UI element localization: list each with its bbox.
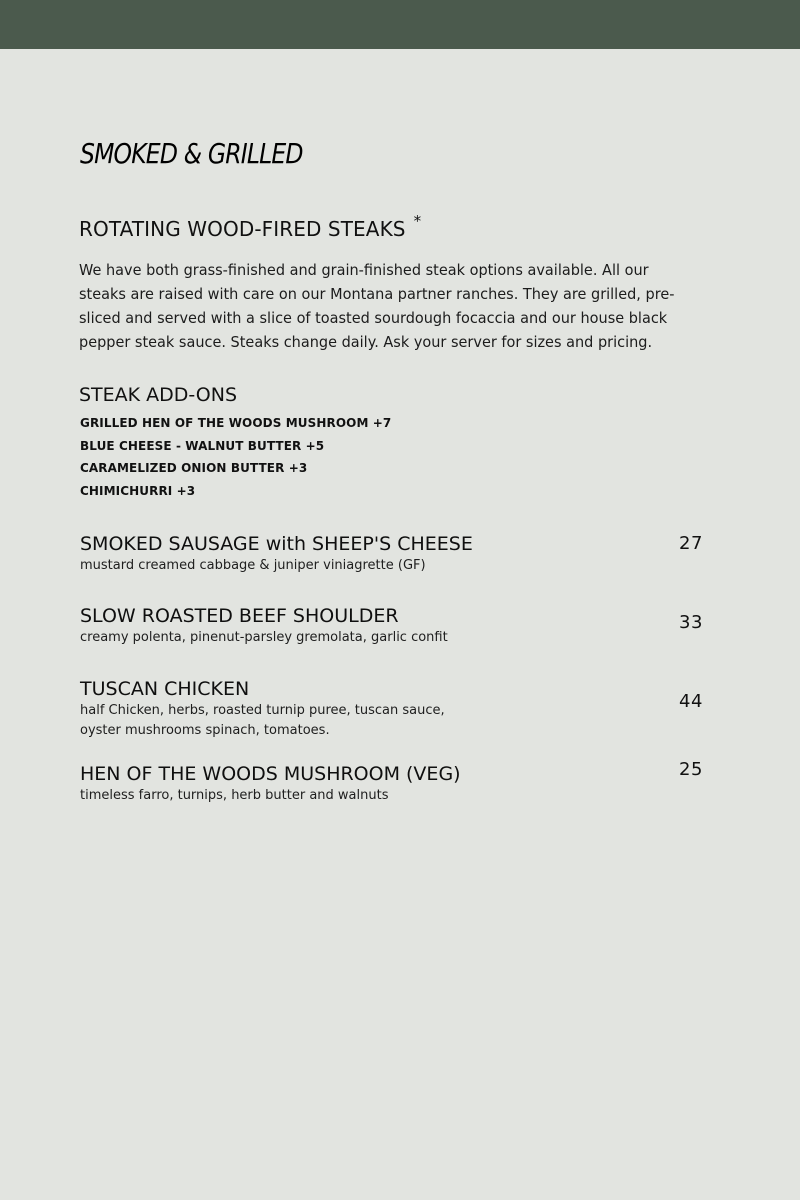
dish-price: 33 xyxy=(679,612,703,633)
addon-item: CARAMELIZED ONION BUTTER +3 xyxy=(80,461,308,475)
dish-description: creamy polenta, pinenut-parsley gremolata, garlic confit xyxy=(80,630,448,645)
steaks-description: We have both grass-finished and grain-finished steak options available. All our steaks are raised with care on our Montana partner ranches. They are grilled, pre-sliced and served with a slice of toasted sourdough focaccia and our house black pepper steak sauce. Steaks change daily. Ask your server for sizes and pricing. xyxy=(79,261,675,351)
dish-name: SLOW ROASTED BEEF SHOULDER xyxy=(80,605,399,627)
dish-name: TUSCAN CHICKEN xyxy=(80,678,250,700)
section-title: SMOKED & GRILLED xyxy=(80,137,303,170)
dish-description: mustard creamed cabbage & juniper viniagrette (GF) xyxy=(80,558,426,573)
dish-description: timeless farro, turnips, herb butter and walnuts xyxy=(80,788,389,803)
addon-item: BLUE CHEESE - WALNUT BUTTER +5 xyxy=(80,438,325,453)
dish-name: HEN OF THE WOODS MUSHROOM (VEG) xyxy=(80,763,461,785)
addon-item: GRILLED HEN OF THE WOODS MUSHROOM +7 xyxy=(80,416,392,430)
dish-price: 25 xyxy=(679,759,703,780)
dish-price: 44 xyxy=(679,691,703,712)
dish-description: half Chicken, herbs, roasted turnip puree, tuscan sauce, oyster mushrooms spinach, tomatoes. xyxy=(80,703,445,738)
dish-hen-of-the-woods xyxy=(80,762,720,806)
steaks-asterisk: * xyxy=(413,212,422,230)
top-banner xyxy=(0,0,800,49)
dish-name: SMOKED SAUSAGE with SHEEP'S CHEESE xyxy=(80,533,473,555)
dish-smoked-sausage xyxy=(80,532,720,576)
dish-tuscan-chicken xyxy=(80,677,720,741)
dish-price: 27 xyxy=(679,533,703,554)
addons-heading: STEAK ADD-ONS xyxy=(79,384,238,406)
dish-beef-shoulder xyxy=(80,604,720,648)
steaks-heading-text: ROTATING WOOD-FIRED STEAKS xyxy=(79,217,406,241)
steaks-heading xyxy=(79,212,422,241)
addons-list xyxy=(80,412,391,502)
addon-item: CHIMICHURRI +3 xyxy=(80,483,196,498)
